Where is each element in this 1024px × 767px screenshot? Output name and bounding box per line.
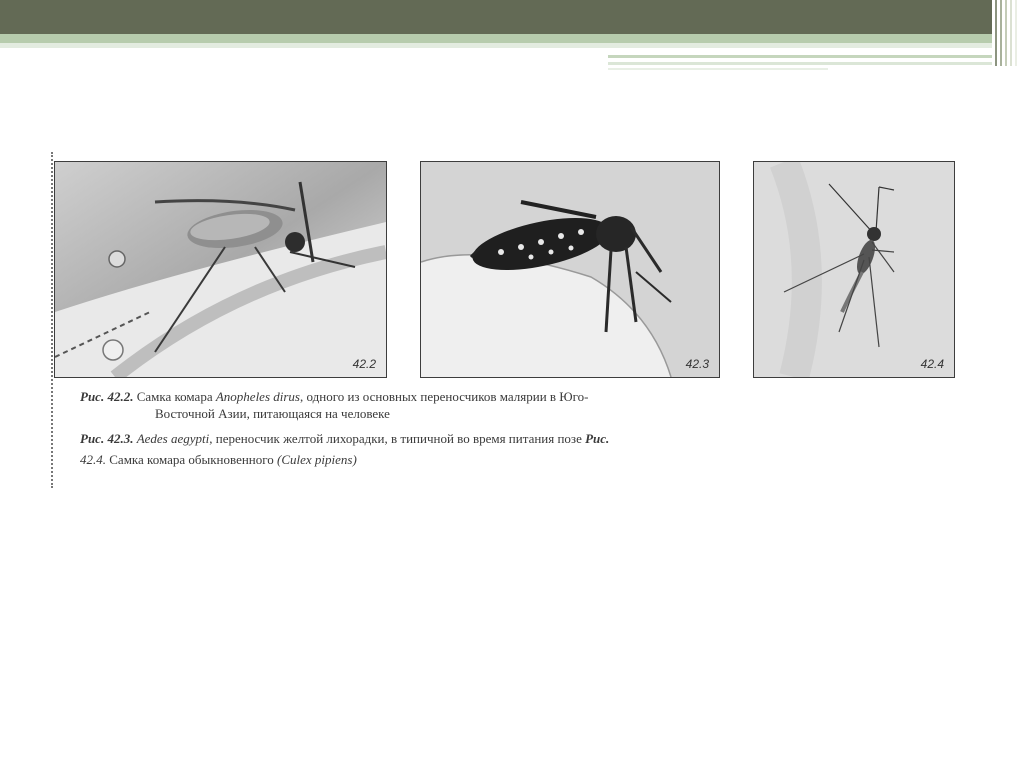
scan-edge-dots: [51, 152, 53, 488]
caption-fig-ref: 42.4.: [80, 452, 106, 467]
figure-42-4-photo: [753, 161, 955, 378]
header-stripe: [1000, 0, 1002, 66]
mosquito-anopheles-image: [55, 162, 386, 377]
figure-caption: [80, 388, 760, 468]
caption-text: Восточной Азии, питающаяся на человеке: [155, 406, 390, 421]
mosquito-aedes-image: [421, 162, 719, 377]
header-stripe: [1015, 0, 1017, 66]
figure-42-2-photo: [54, 161, 387, 378]
caption-species: (Culex pipiens): [277, 452, 357, 467]
header-band: [0, 0, 992, 34]
caption-line: [80, 405, 760, 422]
caption-species: Anopheles dirus: [215, 389, 300, 404]
caption-text: Самка комара: [133, 389, 216, 404]
caption-species: Aedes aegypti: [133, 431, 210, 446]
figure-number: 42.2: [352, 357, 376, 371]
caption-line: [80, 388, 760, 405]
caption-line: [80, 430, 760, 447]
caption-fig-ref: Рис. 42.2.: [80, 389, 134, 404]
header-rule: [608, 68, 828, 70]
caption-text: , одного из основных переносчиков малярии в Юго-: [300, 389, 589, 404]
caption-text: Самка комара обыкновенного: [106, 452, 278, 467]
caption-fig-ref: Рис.: [585, 431, 610, 446]
figure-number: 42.4: [920, 357, 944, 371]
caption-fig-ref: Рис. 42.3.: [80, 431, 134, 446]
caption-line: [80, 451, 760, 468]
caption-text: , переносчик желтой лихорадки, в типичной во время питания позе: [209, 431, 586, 446]
figure-42-3-photo: [420, 161, 720, 378]
header-rule: [608, 62, 992, 65]
header-accent-band: [0, 34, 992, 43]
mosquito-culex-image: [754, 162, 954, 377]
header-stripe: [995, 0, 997, 66]
header-stripe: [1010, 0, 1012, 66]
header-pale-band: [0, 43, 992, 48]
header-stripe: [1005, 0, 1007, 66]
figure-number: 42.3: [685, 357, 709, 371]
header-rule: [608, 55, 992, 58]
